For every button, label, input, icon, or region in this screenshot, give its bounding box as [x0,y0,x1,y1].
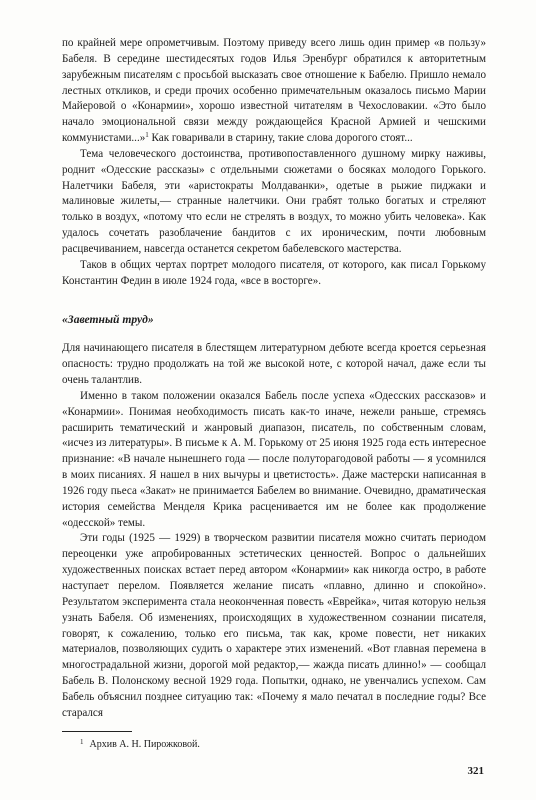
footnote-mark: 1 [80,738,84,746]
paragraph-2: Тема человеческого достоинства, противопоставленного душному мирку наживы, роднит «Одесские рассказы» с отдельными сюжетами о босяках молодого Горького. Налетчики Бабеля, эти «аристократы Молдаванки», одетые в рыжие пиджаки и малиновые жилеты,— странные налетчики. Они грабят только богатых и стреляют только в воздух, «потому что если не стрелять в воздух, то можно убить человека». Как удалось сочетать разоблачение бандитов с их ироническим, почти любовным расцвечиванием, навсегда останется секретом бабелевского мастерства. [62,147,486,255]
paragraph-1-tail: Как говаривали в старину, такие слова дорогого стоят... [148,132,413,145]
footnote-reference: 1 [145,131,149,140]
paragraph-1-text: по крайней мере опрометчивым. Поэтому приведу всего лишь один пример «в пользу» Бабеля. В середине шестидесятых годов Илья Эренбург обратился к авторитетным зарубежным писателям с просьбой высказать свое отношение к Бабелю. Пришло немало лестных откликов, и среди прочих особенно примечательным оказалось письмо Марии Майеровой о «Конармии», хорошо известной читателям в Чехословакии. «Это было начало эмоциональной связи между рождающейся Красной Армией и чешскими коммунистами...» [62,37,486,145]
footnote [80,736,200,751]
paragraph-4: Для начинающего писателя в блестящем литературном дебюте всегда кроется серьезная опасность: трудно продолжать на той же высокой ноте, с которой начал, даже если ты очень талантлив. [62,342,486,387]
paragraph-5: Именно в таком положении оказался Бабель после успеха «Одесских рассказов» и «Конармии». Понимая необходимость писать как-то иначе, нежели раньше, стремясь расширить тематический и жанровый диапазон, писатель, по собственным словам, «исчез из литературы». В письме к А. М. Горькому от 25 июня 1925 года есть интересное признание: «В начале нынешнего года — после полуторагодовой работы — я усомнился в моих писаниях. Я нашел в них вычуры и цветистость». Даже мастерски написанная в 1926 году пьеса «Закат» не принимается Бабелем во внимание. Очевидно, драматическая история семейства Менделя Крика расценивается им не более как продолжение «одесской» темы. [62,389,486,529]
section-title: «Заветный труд» [62,312,154,326]
paragraph-6: Эти годы (1925 — 1929) в творческом развитии писателя можно считать периодом переоценки уже апробированных эстетических ценностей. Вопрос о дальнейших художественных поисках встает перед автором «Конармии» как никогда остро, в работе наступает перелом. Появляется желание писать «плавно, длинно и спокойно». Результатом эксперимента стала неоконченная повесть «Еврейка», читая которую нельзя узнать Бабеля. Об изменениях, происходящих в художественном сознании писателя, говорят, к сожалению, только его письма, так как, кроме повести, нет никаких материалов, позволяющих судить о характере этих изменений. «Вот главная перемена в многострадальной жизни, дорогой мой редактор,— жажда писать длинно!» — сообщал Бабель В. Полонскому весной 1929 года. Попытки, однако, не увенчались успехом. Сам Бабель объяснил позднее ситуацию так: «Почему я мало печатал в последние годы? Все старался [62,532,486,719]
footnote-text: Архив А. Н. Пирожковой. [89,739,200,750]
paragraph-3: Таков в общих чертах портрет молодого писателя, от которого, как писал Горькому Константин Федин в июле 1924 года, «все в восторге». [62,258,486,287]
page-number: 321 [467,765,484,777]
page-body [62,36,486,722]
footnote-divider [62,731,132,732]
paragraph-1 [62,36,486,147]
